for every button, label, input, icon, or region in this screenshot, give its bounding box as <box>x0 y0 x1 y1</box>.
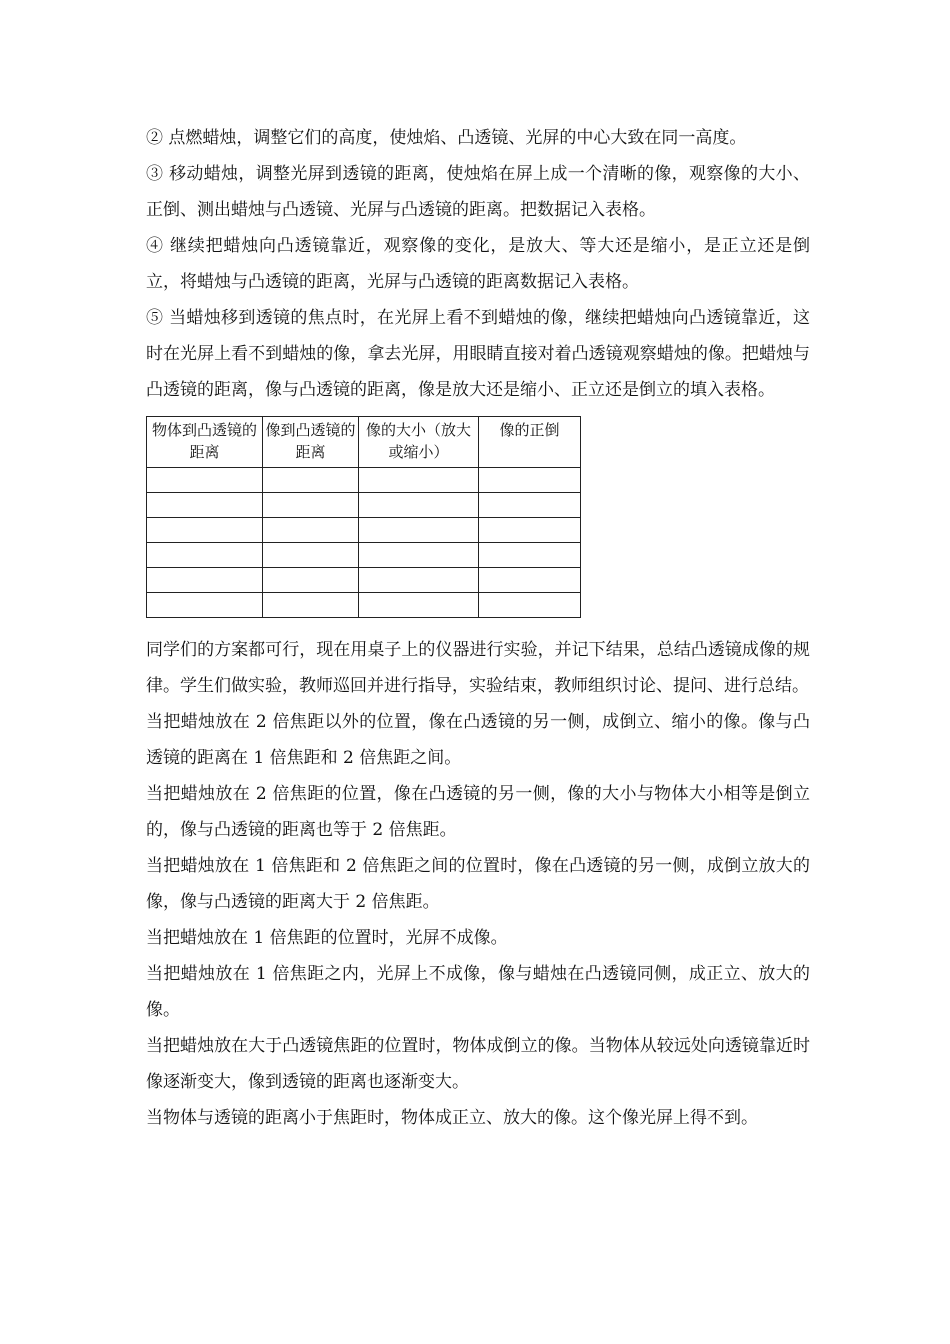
table-cell[interactable] <box>263 568 359 593</box>
table-row <box>147 593 581 618</box>
experiment-summary-paragraph: 同学们的方案都可行，现在用桌子上的仪器进行实验，并记下结果，总结凸透镜成像的规律。学生们做实验，教师巡回并进行指导，实验结束，教师组织讨论、提问、进行总结。 <box>146 640 810 696</box>
table-cell[interactable] <box>479 518 581 543</box>
step-5-paragraph: ⑤ 当蜡烛移到透镜的焦点时，在光屏上看不到蜡烛的像，继续把蜡烛向凸透镜靠近，这时在光屏上看不到蜡烛的像，拿去光屏，用眼睛直接对着凸透镜观察蜡烛的像。把蜡烛与凸透镜的距离，像与凸透镜的距离，像是放大还是缩小、正立还是倒立的填入表格。 <box>146 308 810 400</box>
header-image-distance: 像到凸透镜的距离 <box>263 417 359 468</box>
header-image-orientation: 像的正倒 <box>479 417 581 468</box>
table-cell[interactable] <box>359 568 479 593</box>
conclusion-virtual-image: 当物体与透镜的距离小于焦距时，物体成正立、放大的像。这个像光屏上得不到。 <box>146 1108 758 1128</box>
table-row <box>147 493 581 518</box>
table-cell[interactable] <box>479 493 581 518</box>
table-cell[interactable] <box>147 468 263 493</box>
header-object-distance: 物体到凸透镜的距离 <box>147 417 263 468</box>
table-cell[interactable] <box>359 593 479 618</box>
table-row <box>147 468 581 493</box>
table-cell[interactable] <box>479 468 581 493</box>
conclusion-at-2f: 当把蜡烛放在 2 倍焦距的位置，像在凸透镜的另一侧，像的大小与物体大小相等是倒立的，像与凸透镜的距离也等于 2 倍焦距。 <box>146 784 810 840</box>
table-cell[interactable] <box>263 493 359 518</box>
document-page <box>146 120 810 1136</box>
table-row <box>147 543 581 568</box>
conclusion-beyond-2f: 当把蜡烛放在 2 倍焦距以外的位置，像在凸透镜的另一侧，成倒立、缩小的像。像与凸透镜的距离在 1 倍焦距和 2 倍焦距之间。 <box>146 712 810 768</box>
table-cell[interactable] <box>263 518 359 543</box>
table-cell[interactable] <box>359 468 479 493</box>
table-cell[interactable] <box>479 593 581 618</box>
table-cell[interactable] <box>263 593 359 618</box>
table-cell[interactable] <box>147 543 263 568</box>
table-cell[interactable] <box>147 568 263 593</box>
table-cell[interactable] <box>359 493 479 518</box>
conclusion-real-image-trend: 当把蜡烛放在大于凸透镜焦距的位置时，物体成倒立的像。当物体从较远处向透镜靠近时像逐渐变大，像到透镜的距离也逐渐变大。 <box>146 1036 810 1092</box>
table-cell[interactable] <box>359 543 479 568</box>
conclusion-at-f: 当把蜡烛放在 1 倍焦距的位置时，光屏不成像。 <box>146 928 508 948</box>
table-cell[interactable] <box>479 568 581 593</box>
table-header-row <box>147 417 581 468</box>
table-row <box>147 568 581 593</box>
step-4-paragraph: ④ 继续把蜡烛向凸透镜靠近，观察像的变化，是放大、等大还是缩小，是正立还是倒立，将蜡烛与凸透镜的距离，光屏与凸透镜的距离数据记入表格。 <box>146 236 810 292</box>
table-row <box>147 518 581 543</box>
header-image-size: 像的大小（放大或缩小） <box>359 417 479 468</box>
table-cell[interactable] <box>263 468 359 493</box>
table-cell[interactable] <box>147 518 263 543</box>
step-3-paragraph: ③ 移动蜡烛，调整光屏到透镜的距离，使烛焰在屏上成一个清晰的像，观察像的大小、正倒、测出蜡烛与凸透镜、光屏与凸透镜的距离。把数据记入表格。 <box>146 164 810 220</box>
table-cell[interactable] <box>479 543 581 568</box>
table-cell[interactable] <box>263 543 359 568</box>
record-table <box>146 416 581 618</box>
record-table-container <box>146 416 580 618</box>
step-2-paragraph: ② 点燃蜡烛，调整它们的高度，使烛焰、凸透镜、光屏的中心大致在同一高度。 <box>146 128 747 148</box>
conclusion-within-f: 当把蜡烛放在 1 倍焦距之内，光屏上不成像，像与蜡烛在凸透镜同侧，成正立、放大的像。 <box>146 964 810 1020</box>
table-cell[interactable] <box>359 518 479 543</box>
conclusion-between-f-2f: 当把蜡烛放在 1 倍焦距和 2 倍焦距之间的位置时，像在凸透镜的另一侧，成倒立放大的像，像与凸透镜的距离大于 2 倍焦距。 <box>146 856 810 912</box>
table-cell[interactable] <box>147 493 263 518</box>
table-cell[interactable] <box>147 593 263 618</box>
